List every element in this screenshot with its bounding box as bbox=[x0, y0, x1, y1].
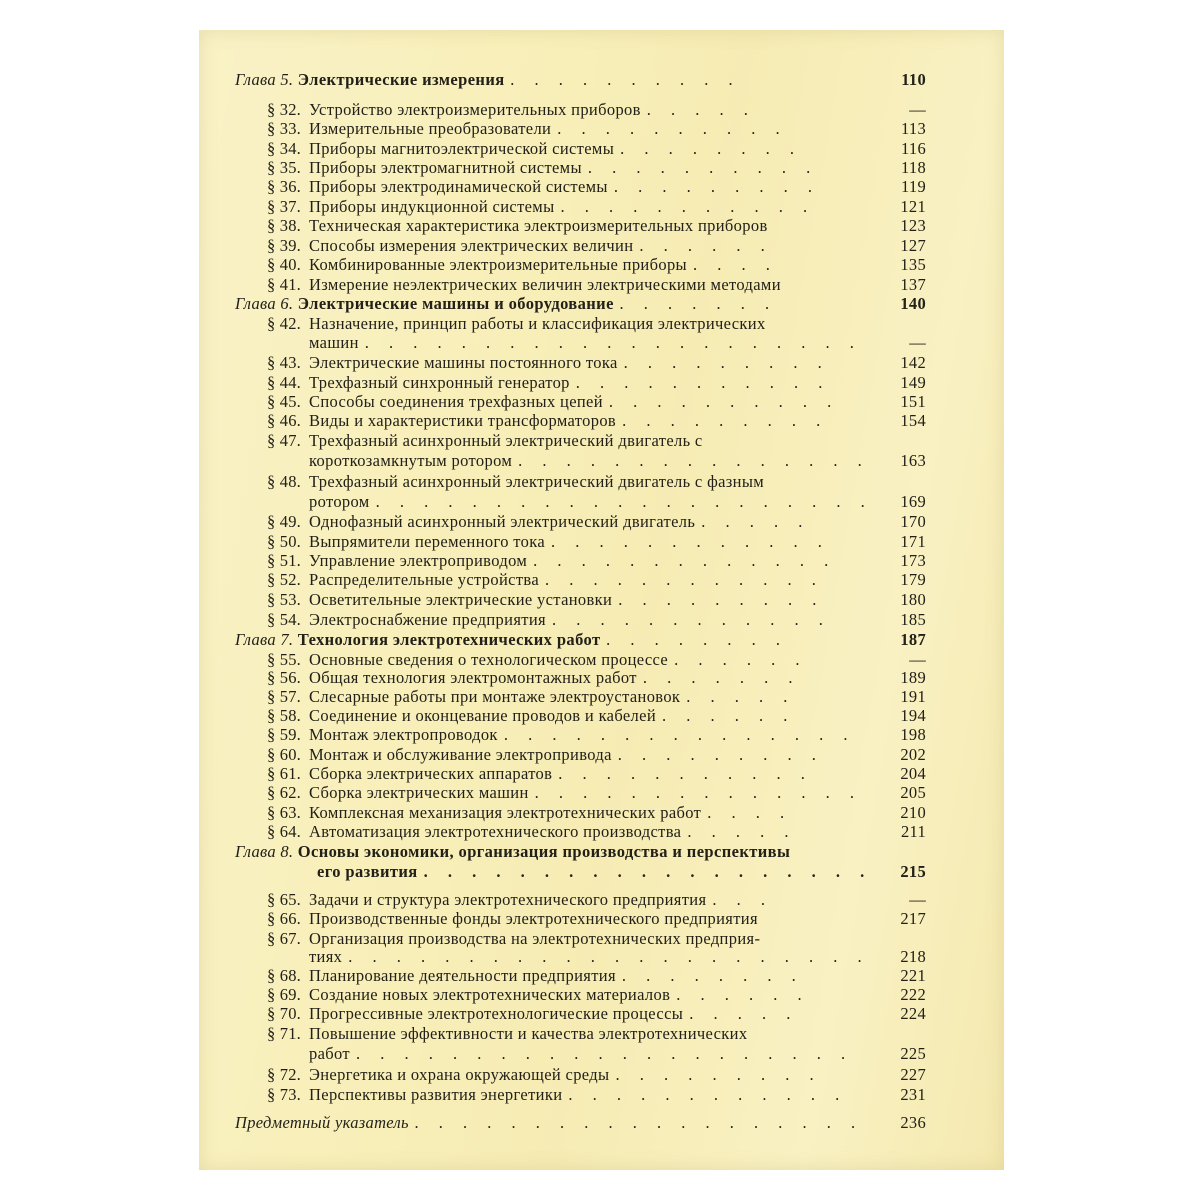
section-title: Сборка электрических аппаратов bbox=[309, 764, 553, 783]
toc-continuation-row bbox=[199, 333, 1004, 353]
section-title: Измерительные преобразователи bbox=[309, 119, 552, 138]
section-number: § 57. bbox=[267, 687, 301, 706]
page-number: 231 bbox=[900, 1085, 926, 1104]
page-number: 215 bbox=[900, 862, 926, 881]
toc-section-row bbox=[199, 1024, 1004, 1044]
section-title: Электрические машины постоянного тока bbox=[309, 353, 618, 372]
continuation-text: машин bbox=[309, 333, 359, 352]
dot-leader: . . . . . . bbox=[674, 650, 808, 669]
chapter-title: Основы экономики, организация производства и перспективы bbox=[297, 842, 791, 861]
section-title-wrap bbox=[309, 119, 788, 139]
page-number: 236 bbox=[900, 1113, 926, 1132]
chapter-heading bbox=[235, 70, 741, 90]
section-number: § 38. bbox=[267, 216, 301, 235]
dot-leader: . . . . . . . . . bbox=[618, 590, 825, 609]
toc-section-row bbox=[199, 431, 1004, 451]
section-title: Энергетика и охрана окружающей среды bbox=[309, 1065, 610, 1084]
dot-leader: . . . bbox=[712, 890, 774, 909]
section-number: § 60. bbox=[267, 745, 301, 764]
dot-leader: . . . . . bbox=[646, 100, 756, 119]
dot-leader: . . . . bbox=[693, 255, 778, 274]
section-title-wrap bbox=[309, 650, 807, 670]
toc-section-row bbox=[199, 472, 1004, 492]
page-number: 140 bbox=[900, 294, 926, 313]
toc-section-row bbox=[199, 570, 1004, 590]
toc-section-row bbox=[199, 1065, 1004, 1085]
section-title: Устройство электроизмерительных приборов bbox=[309, 100, 641, 119]
dot-leader: . . . . . . . . . . . bbox=[575, 373, 831, 392]
section-title: Задачи и структура электротехнического предприятия bbox=[309, 890, 707, 909]
section-number: § 37. bbox=[267, 197, 301, 216]
section-title: Основные сведения о технологическом процессе bbox=[309, 650, 669, 669]
page-number: — bbox=[909, 333, 926, 352]
chapter-heading bbox=[235, 842, 790, 862]
section-title: Комплексная механизация электротехнических работ bbox=[309, 803, 702, 822]
section-title-wrap bbox=[309, 590, 824, 610]
section-title-wrap bbox=[309, 783, 862, 803]
dot-leader: . . . . . bbox=[687, 822, 797, 841]
toc-section-row bbox=[199, 706, 1004, 726]
page-number: 135 bbox=[900, 255, 926, 274]
chapter-label: Глава 6. bbox=[235, 294, 294, 313]
dot-leader: . . . . . . . bbox=[619, 294, 778, 313]
toc-section-row bbox=[199, 314, 1004, 334]
chapter-title: Технология электротехнических работ bbox=[297, 630, 601, 649]
dot-leader: . . . . . . . . . . bbox=[587, 158, 819, 177]
dot-leader: . . . . . . . . . . bbox=[608, 392, 840, 411]
section-number: § 70. bbox=[267, 1004, 301, 1023]
section-title: Назначение, принцип работы и классификация электрических bbox=[309, 314, 766, 333]
toc-section-row bbox=[199, 392, 1004, 412]
chapter-heading bbox=[235, 294, 777, 314]
section-title: Способы соединения трехфазных цепей bbox=[309, 392, 603, 411]
section-number: § 40. bbox=[267, 255, 301, 274]
toc-continuation-row bbox=[199, 451, 1004, 471]
subject-index-entry bbox=[235, 1113, 863, 1133]
toc-section-row bbox=[199, 1085, 1004, 1105]
toc-chapter-row bbox=[199, 842, 1004, 862]
section-title: Соединение и оконцевание проводов и кабелей bbox=[309, 706, 656, 725]
section-title-continuation bbox=[309, 1044, 853, 1064]
continuation-text: короткозамкнутым ротором bbox=[309, 451, 513, 470]
section-number: § 47. bbox=[267, 431, 301, 450]
dot-leader: . . . . . . . . . . . . . . . . . . . bbox=[414, 1113, 864, 1132]
toc-section-row bbox=[199, 236, 1004, 256]
page-number: 194 bbox=[900, 706, 926, 725]
toc-section-row bbox=[199, 139, 1004, 159]
section-number: § 55. bbox=[267, 650, 301, 669]
section-title-wrap bbox=[309, 392, 839, 412]
section-number: § 33. bbox=[267, 119, 301, 138]
section-title: Управление электроприводом bbox=[309, 551, 528, 570]
section-title: Виды и характеристики трансформаторов bbox=[309, 411, 617, 430]
continuation-text: тиях bbox=[309, 947, 343, 966]
section-title-wrap bbox=[309, 764, 813, 784]
section-number: § 58. bbox=[267, 706, 301, 725]
section-title: Создание новых электротехнических материалов bbox=[309, 985, 671, 1004]
dot-leader: . . . . . . bbox=[662, 706, 796, 725]
dot-leader: . . . . . . bbox=[676, 985, 810, 1004]
section-title: Электроснабжение предприятия bbox=[309, 610, 546, 629]
dot-leader: . . . . . . . bbox=[642, 668, 801, 687]
section-title: Автоматизация электротехнического производства bbox=[309, 822, 682, 841]
page-number: 121 bbox=[900, 197, 926, 216]
section-title-continuation bbox=[309, 451, 870, 471]
toc-section-row bbox=[199, 512, 1004, 532]
page-number: 116 bbox=[900, 139, 926, 158]
page-number: 189 bbox=[900, 668, 926, 687]
section-title: Планирование деятельности предприятия bbox=[309, 966, 616, 985]
section-title: Общая технология электромонтажных работ bbox=[309, 668, 637, 687]
toc-continuation-row bbox=[199, 492, 1004, 512]
section-title-wrap bbox=[309, 353, 830, 373]
chapter-title-continuation bbox=[317, 862, 872, 882]
section-title: Прогрессивные электротехнологические процессы bbox=[309, 1004, 684, 1023]
section-title: Однофазный асинхронный электрический двигатель bbox=[309, 512, 696, 531]
dot-leader: . . . . . . . . . . bbox=[557, 119, 788, 138]
dot-leader: . . . . . . . . . bbox=[615, 1065, 822, 1084]
section-number: § 34. bbox=[267, 139, 301, 158]
toc-section-row bbox=[199, 255, 1004, 275]
section-title-wrap bbox=[309, 822, 796, 842]
section-title-wrap bbox=[309, 687, 795, 707]
toc-section-row bbox=[199, 373, 1004, 393]
toc-section-row bbox=[199, 532, 1004, 552]
section-number: § 54. bbox=[267, 610, 301, 629]
section-title-wrap bbox=[309, 610, 831, 630]
page-number: — bbox=[909, 100, 926, 119]
page-number: — bbox=[909, 890, 926, 909]
chapter-title: Электрические машины и оборудование bbox=[297, 294, 614, 313]
section-title-wrap bbox=[309, 100, 756, 120]
continuation-text: ротором bbox=[309, 492, 370, 511]
section-title-wrap bbox=[309, 177, 820, 197]
dot-leader: . . . . . bbox=[686, 687, 796, 706]
chapter-title: Электрические измерения bbox=[297, 70, 505, 89]
page-number: — bbox=[909, 650, 926, 669]
section-number: § 39. bbox=[267, 236, 301, 255]
section-number: § 67. bbox=[267, 929, 301, 948]
toc-section-row bbox=[199, 745, 1004, 765]
dot-leader: . . . . . . . . bbox=[620, 139, 803, 158]
section-title-wrap bbox=[309, 158, 818, 178]
section-title: Измерение неэлектрических величин электрическими методами bbox=[309, 275, 781, 294]
section-title-continuation bbox=[309, 333, 862, 353]
page-number: 227 bbox=[900, 1065, 926, 1084]
toc-section-row bbox=[199, 610, 1004, 630]
page-number: 113 bbox=[900, 119, 926, 138]
page-number: 211 bbox=[900, 822, 926, 841]
section-number: § 35. bbox=[267, 158, 301, 177]
dot-leader: . . . . . . . . . . . . . . . . . . . . . bbox=[364, 333, 862, 352]
toc-section-row bbox=[199, 158, 1004, 178]
section-number: § 62. bbox=[267, 783, 301, 802]
section-title: Перспективы развития энергетики bbox=[309, 1085, 563, 1104]
dot-leader: . . . . . . . . . . . . . . . . . . . . . bbox=[375, 492, 873, 511]
page-number: 170 bbox=[900, 512, 926, 531]
dot-leader: . . . . . . . . . . . . . bbox=[533, 551, 837, 570]
section-number: § 45. bbox=[267, 392, 301, 411]
section-number: § 72. bbox=[267, 1065, 301, 1084]
section-number: § 44. bbox=[267, 373, 301, 392]
section-title: Приборы магнитоэлектрической системы bbox=[309, 139, 615, 158]
section-title: Приборы электромагнитной системы bbox=[309, 158, 582, 177]
toc-section-row bbox=[199, 929, 1004, 949]
section-number: § 41. bbox=[267, 275, 301, 294]
page-number: 119 bbox=[900, 177, 926, 196]
page-number: 142 bbox=[900, 353, 926, 372]
dot-leader: . . . . . . . . . . . . . . . bbox=[518, 451, 870, 470]
section-number: § 43. bbox=[267, 353, 301, 372]
dot-leader: . . . . . bbox=[701, 512, 811, 531]
section-number: § 42. bbox=[267, 314, 301, 333]
toc-section-row bbox=[199, 100, 1004, 120]
toc-index-row bbox=[199, 1113, 1004, 1133]
page-number: 118 bbox=[900, 158, 926, 177]
section-number: § 61. bbox=[267, 764, 301, 783]
section-title: Техническая характеристика электроизмерительных приборов bbox=[309, 216, 768, 235]
section-number: § 49. bbox=[267, 512, 301, 531]
dot-leader: . . . . bbox=[707, 803, 793, 822]
dot-leader: . . . . . . . . . . . . bbox=[568, 1085, 848, 1104]
toc-section-row bbox=[199, 725, 1004, 745]
section-title: Монтаж и обслуживание электропривода bbox=[309, 745, 612, 764]
toc-section-row bbox=[199, 803, 1004, 823]
toc-section-row bbox=[199, 411, 1004, 431]
page-number: 202 bbox=[900, 745, 926, 764]
section-title: Приборы электродинамической системы bbox=[309, 177, 608, 196]
toc-section-row bbox=[199, 687, 1004, 707]
toc-section-row bbox=[199, 551, 1004, 571]
toc-continuation-row bbox=[199, 947, 1004, 967]
section-title-wrap bbox=[309, 668, 800, 688]
section-number: § 46. bbox=[267, 411, 301, 430]
page-number: 225 bbox=[900, 1044, 926, 1063]
toc-chapter-row bbox=[199, 70, 1004, 90]
section-title-wrap bbox=[309, 551, 836, 571]
section-title: Комбинированные электроизмерительные приборы bbox=[309, 255, 687, 274]
page-number: 123 bbox=[900, 216, 926, 235]
table-of-contents bbox=[199, 30, 1004, 1170]
page-number: 154 bbox=[900, 411, 926, 430]
toc-continuation-row bbox=[199, 1044, 1004, 1064]
section-number: § 65. bbox=[267, 890, 301, 909]
section-title: Слесарные работы при монтаже электроустановок bbox=[309, 687, 681, 706]
toc-section-row bbox=[199, 668, 1004, 688]
page-number: 187 bbox=[900, 630, 926, 649]
section-number: § 32. bbox=[267, 100, 301, 119]
dot-leader: . . . . . . . . . . . . . . . . . . . . . . bbox=[348, 947, 870, 966]
section-number: § 66. bbox=[267, 909, 301, 928]
page-number: 110 bbox=[901, 70, 926, 89]
dot-leader: . . . . . . . . . . . . . . bbox=[534, 783, 863, 802]
toc-section-row bbox=[199, 177, 1004, 197]
chapter-label: Глава 7. bbox=[235, 630, 294, 649]
toc-continuation-row bbox=[199, 862, 1004, 882]
page-number: 210 bbox=[900, 803, 926, 822]
section-title: Выпрямители переменного тока bbox=[309, 532, 546, 551]
page-number: 163 bbox=[900, 451, 926, 470]
toc-section-row bbox=[199, 985, 1004, 1005]
section-number: § 59. bbox=[267, 725, 301, 744]
page-number: 180 bbox=[900, 590, 926, 609]
section-number: § 56. bbox=[267, 668, 301, 687]
section-title: Осветительные электрические установки bbox=[309, 590, 613, 609]
book-page bbox=[199, 30, 1004, 1170]
dot-leader: . . . . . . . . . . bbox=[510, 70, 741, 89]
page-number: 149 bbox=[900, 373, 926, 392]
dot-leader: . . . . . . . . . . . . . . . bbox=[503, 725, 856, 744]
dot-leader: . . . . . bbox=[689, 1004, 799, 1023]
section-title-wrap bbox=[309, 570, 824, 590]
section-number: § 53. bbox=[267, 590, 301, 609]
section-number: § 52. bbox=[267, 570, 301, 589]
section-number: § 71. bbox=[267, 1024, 301, 1043]
dot-leader: . . . . . . . . . . . . . . . . . . . . . bbox=[355, 1044, 854, 1063]
dot-leader: . . . . . . . . . . . . bbox=[551, 532, 830, 551]
toc-chapter-row bbox=[199, 294, 1004, 314]
page-number: 198 bbox=[900, 725, 926, 744]
toc-section-row bbox=[199, 275, 1004, 295]
dot-leader: . . . . . . . . . bbox=[617, 745, 824, 764]
chapter-label: Глава 5. bbox=[235, 70, 294, 89]
section-title: Трехфазный синхронный генератор bbox=[309, 373, 570, 392]
section-title-wrap bbox=[309, 197, 815, 217]
toc-section-row bbox=[199, 353, 1004, 373]
dot-leader: . . . . . . . . . bbox=[622, 411, 829, 430]
dot-leader: . . . . . . . . . . . bbox=[558, 764, 813, 783]
continuation-text: его развития bbox=[317, 862, 418, 881]
section-number: § 36. bbox=[267, 177, 301, 196]
section-title-wrap bbox=[309, 512, 810, 532]
page-number: 169 bbox=[900, 492, 926, 511]
section-number: § 50. bbox=[267, 532, 301, 551]
section-title-wrap bbox=[309, 532, 830, 552]
section-number: § 51. bbox=[267, 551, 301, 570]
section-title-wrap bbox=[309, 411, 828, 431]
section-number: § 63. bbox=[267, 803, 301, 822]
chapter-heading bbox=[235, 630, 788, 650]
section-title-wrap bbox=[309, 1065, 822, 1085]
page-number: 173 bbox=[900, 551, 926, 570]
section-title: Производственные фонды электротехнического предприятия bbox=[309, 909, 758, 928]
toc-section-row bbox=[199, 590, 1004, 610]
page-number: 222 bbox=[900, 985, 926, 1004]
page-number: 224 bbox=[900, 1004, 926, 1023]
dot-leader: . . . . . . . . bbox=[606, 630, 789, 649]
index-title: Предметный указатель bbox=[235, 1113, 409, 1132]
toc-section-row bbox=[199, 650, 1004, 670]
toc-chapter-row bbox=[199, 630, 1004, 650]
page-number: 221 bbox=[900, 966, 926, 985]
toc-section-row bbox=[199, 197, 1004, 217]
section-title-wrap bbox=[309, 236, 773, 256]
page-number: 218 bbox=[900, 947, 926, 966]
continuation-text: работ bbox=[309, 1044, 350, 1063]
section-number: § 48. bbox=[267, 472, 301, 491]
page-number: 217 bbox=[900, 909, 926, 928]
section-title-wrap bbox=[309, 725, 855, 745]
section-title: Монтаж электропроводок bbox=[309, 725, 498, 744]
page-number: 191 bbox=[900, 687, 926, 706]
section-title-wrap bbox=[309, 890, 773, 910]
section-title: Приборы индукционной системы bbox=[309, 197, 555, 216]
toc-section-row bbox=[199, 119, 1004, 139]
section-title: Трехфазный асинхронный электрический двигатель с bbox=[309, 431, 703, 450]
section-title-wrap bbox=[309, 255, 778, 275]
dot-leader: . . . . . . . . . bbox=[623, 353, 830, 372]
page-number: 185 bbox=[900, 610, 926, 629]
dot-leader: . . . . . . . . . . . . bbox=[545, 570, 824, 589]
dot-leader: . . . . . . . . . . . bbox=[560, 197, 816, 216]
toc-section-row bbox=[199, 822, 1004, 842]
toc-section-row bbox=[199, 966, 1004, 986]
section-title: Сборка электрических машин bbox=[309, 783, 529, 802]
page-number: 171 bbox=[900, 532, 926, 551]
page-number: 204 bbox=[900, 764, 926, 783]
toc-section-row bbox=[199, 764, 1004, 784]
dot-leader: . . . . . . . . . . . . . . . . . . . bbox=[423, 862, 873, 881]
dot-leader: . . . . . . . . . bbox=[613, 177, 820, 196]
section-title-wrap bbox=[309, 1004, 798, 1024]
section-title: Повышение эффективности и качества электротехнических bbox=[309, 1024, 748, 1043]
chapter-label: Глава 8. bbox=[235, 842, 294, 861]
section-title-wrap bbox=[309, 745, 824, 765]
section-title-wrap bbox=[309, 966, 804, 986]
page-number: 137 bbox=[900, 275, 926, 294]
dot-leader: . . . . . . bbox=[639, 236, 773, 255]
section-title-continuation bbox=[309, 947, 870, 967]
section-title-wrap bbox=[309, 803, 792, 823]
dot-leader: . . . . . . . . . . . . bbox=[551, 610, 831, 629]
section-number: § 64. bbox=[267, 822, 301, 841]
page-number: 151 bbox=[900, 392, 926, 411]
section-title-wrap bbox=[309, 985, 810, 1005]
toc-section-row bbox=[199, 1004, 1004, 1024]
toc-section-row bbox=[199, 909, 1004, 929]
section-number: § 73. bbox=[267, 1085, 301, 1104]
section-title-wrap bbox=[309, 1085, 847, 1105]
section-title: Трехфазный асинхронный электрический двигатель с фазным bbox=[309, 472, 765, 491]
toc-section-row bbox=[199, 890, 1004, 910]
section-number: § 68. bbox=[267, 966, 301, 985]
section-title-wrap bbox=[309, 706, 795, 726]
page-number: 205 bbox=[900, 783, 926, 802]
dot-leader: . . . . . . . . bbox=[621, 966, 804, 985]
section-title: Распределительные устройства bbox=[309, 570, 539, 589]
section-title: Организация производства на электротехнических предприя- bbox=[309, 929, 761, 948]
section-title: Способы измерения электрических величин bbox=[309, 236, 634, 255]
section-number: § 69. bbox=[267, 985, 301, 1004]
section-title-wrap bbox=[309, 139, 802, 159]
toc-section-row bbox=[199, 216, 1004, 236]
toc-section-row bbox=[199, 783, 1004, 803]
section-title-continuation bbox=[309, 492, 873, 512]
section-title-wrap bbox=[309, 373, 830, 393]
page-number: 179 bbox=[900, 570, 926, 589]
page-number: 127 bbox=[900, 236, 926, 255]
